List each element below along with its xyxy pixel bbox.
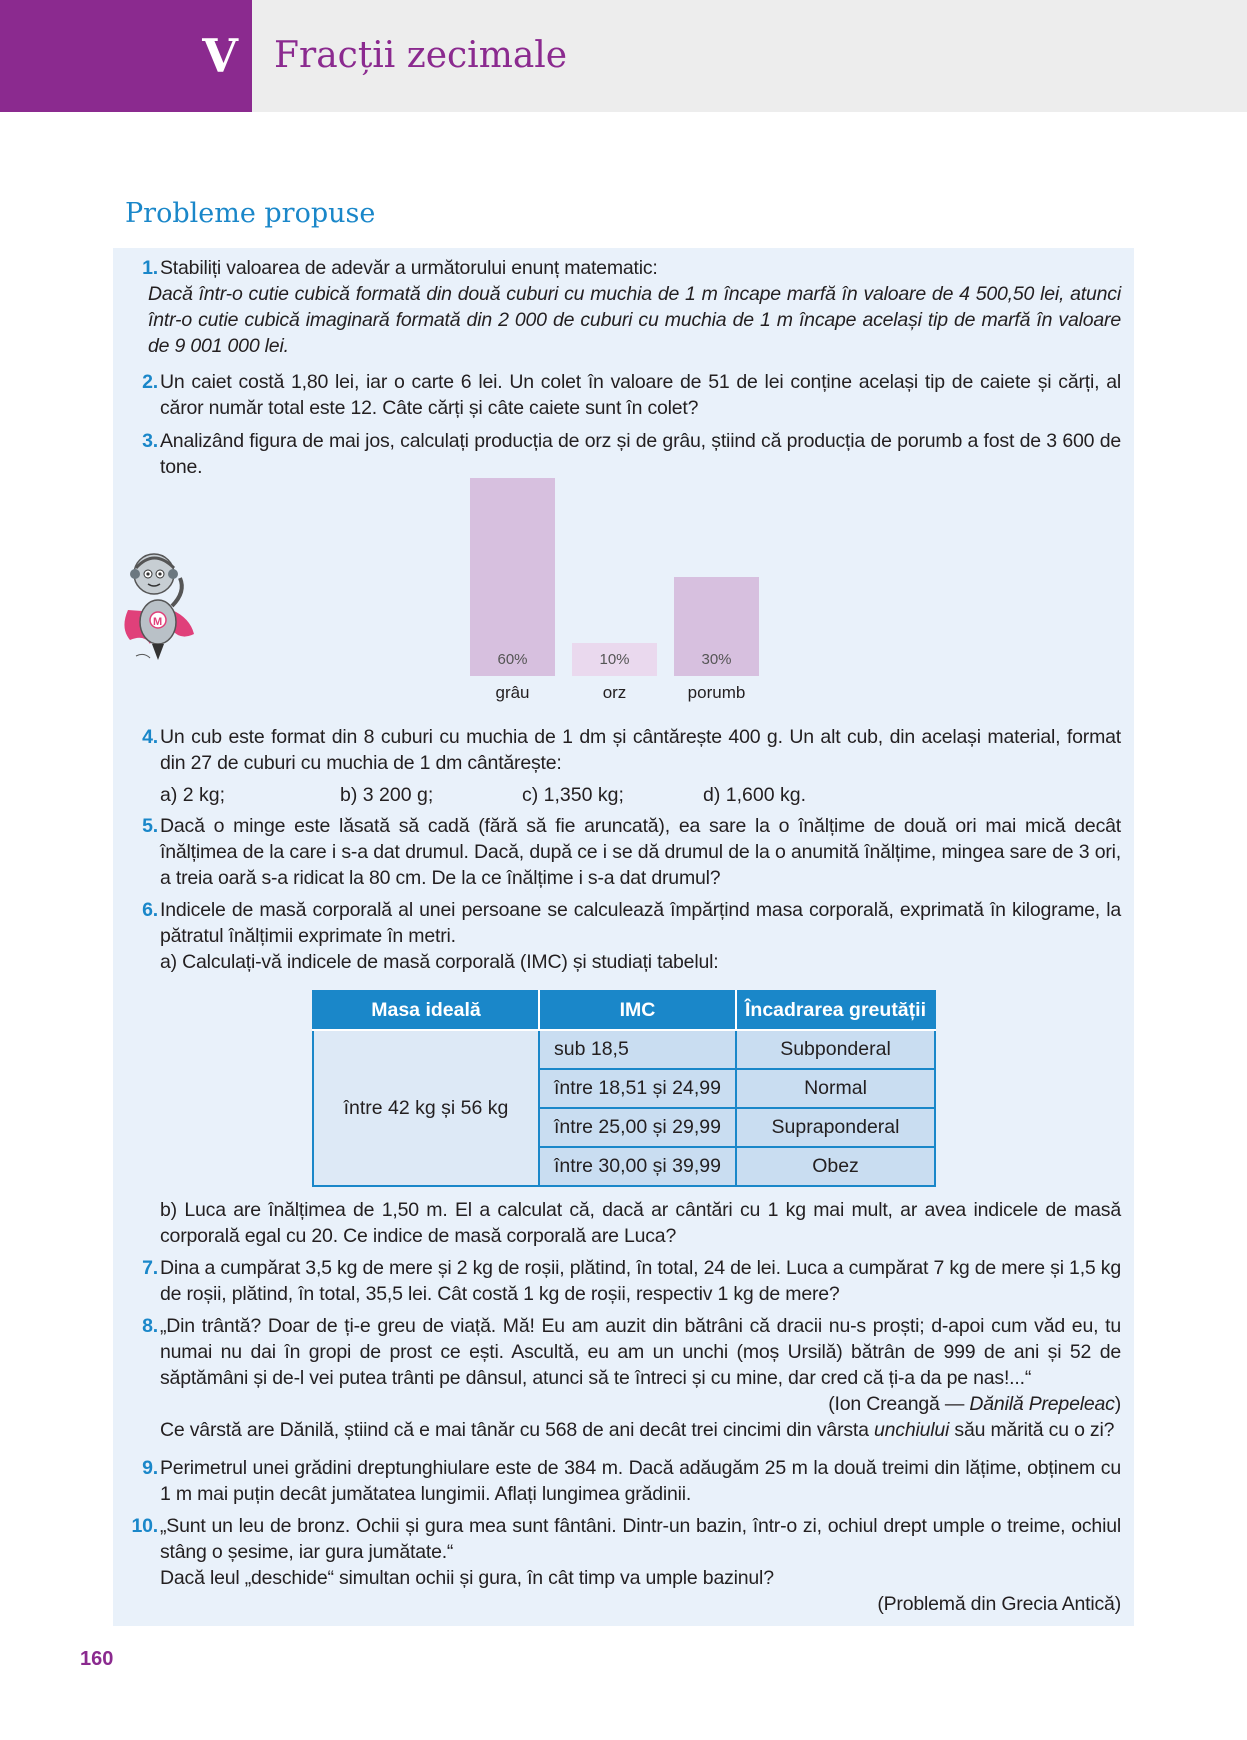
problem-number: 4. (142, 726, 158, 748)
chapter-header (0, 0, 1247, 112)
table-cell-category: Normal (736, 1069, 935, 1108)
problem-text: Indicele de masă corporală al unei persoane se calculează împărțind masa corporală, exprimată în kilograme, la pătratul înălțimii exprimate în metri. (160, 899, 1121, 947)
problem-quote: „Sunt un leu de bronz. Ochii și gura mea sunt fântâni. Dintr-un bazin, într-o zi, ochiul drept umple o treime, ochiul stâng o șesime, iar gura jumătate.“ (160, 1515, 1121, 1563)
problem-text: Un caiet costă 1,80 lei, iar o carte 6 lei. Un colet în valoare de 51 de lei conține același tip de caiete și cărți, al căror număr total este 12. Câte cărți și câte caiete sunt în colet? (160, 371, 1121, 419)
table-header-imc: IMC (539, 991, 736, 1030)
problem-text: Dina a cumpărat 3,5 kg de mere și 2 kg de roșii, plătind, în total, 24 de lei. Luca a cumpărat 7 kg de mere și 1,5 kg de roșii, plătind, în total, 35,5 lei. Cât costă 1 kg de roșii, respectiv 1 kg de mere? (160, 1257, 1121, 1305)
problem-quote: „Din trântă? Doar de ți-e greu de viață. Mă! Eu am auzit din bătrâni că dracii nu-s proști; d-apoi cum văd eu, tu numai nu dai în gropi de prost ce ești. Ascultă, eu am un unchi (moș Ursilă) bătrân de 999 de ani și 52 de săptămâni și de-l vei putea trânti pe dânsul, atunci să te întreci și cu mine, dar cred că ți-a da pe nas!...“ (160, 1315, 1121, 1389)
answer-option-d: d) 1,600 kg. (703, 784, 806, 806)
problem-text: Dacă o minge este lăsată să cadă (fără să fie aruncată), ea sare la o înălțime de două ori mai mică decât înălțimea de la care i s-a dat drumul. Dacă, după ce i se dă drumul de la o anumită înălțime, mingea sare de 3 ori, a treia oară s-a ridicat la 80 cm. De la ce înălțime i s-a dat drumul? (160, 815, 1121, 889)
imc-table (312, 990, 936, 1187)
problem-part-b: b) Luca are înălțimea de 1,50 m. El a calculat că, dacă ar cântări cu 1 kg mai mult, ar avea indicele de masă corporală egal cu 20. Ce indice de masă corporală are Luca? (160, 1199, 1121, 1247)
table-cell-category: Obez (736, 1147, 935, 1186)
table-cell-imc: între 25,00 și 29,99 (539, 1108, 736, 1147)
problem-text: Un cub este format din 8 cuburi cu muchia de 1 dm și cântărește 400 g. Un alt cub, din același material, format din 27 de cuburi cu muchia de 1 dm cântărește: (160, 726, 1121, 774)
bar-value-label: 30% (701, 651, 732, 668)
problem-2 (136, 369, 1121, 421)
table-cell-imc: sub 18,5 (539, 1030, 736, 1069)
problem-number: 2. (142, 371, 158, 393)
problem-5 (136, 813, 1121, 891)
svg-text:M: M (153, 616, 163, 628)
quote-source: (Problemă din Grecia Antică) (877, 1593, 1121, 1615)
problem-number: 10. (131, 1515, 158, 1537)
problem-3 (136, 428, 1121, 480)
bar-grâu (470, 478, 555, 676)
section-title: Probleme propuse (125, 198, 376, 229)
production-bar-chart (470, 478, 790, 708)
problem-number: 3. (142, 430, 158, 452)
problem-4 (136, 724, 1121, 776)
answer-option-b: b) 3 200 g; (340, 784, 434, 806)
problem-10 (131, 1513, 1121, 1617)
problem-part-a: a) Calculați-vă indicele de masă corporală (IMC) și studiați tabelul: (160, 951, 719, 973)
problem-number: 9. (142, 1457, 158, 1479)
quote-source: (Ion Creangă — Dănilă Prepeleac) (828, 1393, 1121, 1415)
bar-value-label: 60% (497, 651, 528, 668)
table-cell-imc: între 18,51 și 24,99 (539, 1069, 736, 1108)
problem-number: 7. (142, 1257, 158, 1279)
table-header-mass: Masa ideală (313, 991, 539, 1030)
table-row (313, 1030, 935, 1069)
table-cell-category: Subponderal (736, 1030, 935, 1069)
problem-question: Ce vârstă are Dănilă, știind că e mai tânăr cu 568 de ani decât trei cincimi din vârsta unchiului său mărită cu o zi? (160, 1419, 1115, 1441)
problem-number: 1. (142, 257, 158, 279)
table-header-category: Încadrarea greutății (736, 991, 935, 1030)
problem-8 (136, 1313, 1121, 1443)
problem-number: 5. (142, 815, 158, 837)
answer-option-a: a) 2 kg; (160, 784, 226, 806)
problem-text: Stabiliți valoarea de adevăr a următorului enunț matematic: (160, 257, 658, 279)
table-cell-category: Supraponderal (736, 1108, 935, 1147)
table-cell-mass: între 42 kg și 56 kg (313, 1030, 539, 1186)
problem-6-part-b (136, 1197, 1121, 1249)
page-number: 160 (80, 1648, 114, 1670)
category-label: porumb (687, 683, 746, 702)
problem-7 (136, 1255, 1121, 1307)
problem-statement: Dacă într-o cutie cubică formată din două cuburi cu muchia de 1 m încape marfă în valoare de 4 500,50 lei, atunci într-o cutie cubică imaginară formată din 2 000 de cuburi cu muchia de 1 m încape același tip de marfă în valoare de 9 001 000 lei. (148, 283, 1121, 357)
problem-number: 8. (142, 1315, 158, 1337)
problem-1 (136, 255, 1121, 359)
chapter-number: V (202, 29, 238, 83)
problem-9 (136, 1455, 1121, 1507)
table-cell-imc: între 30,00 și 39,99 (539, 1147, 736, 1186)
quote-source-work: Dănilă Prepeleac (969, 1393, 1115, 1415)
chapter-title: Fracții zecimale (274, 35, 568, 76)
problem-text: Perimetrul unei grădini dreptunghiulare este de 384 m. Dacă adăugăm 25 m la două treimi din lățime, obținem cu 1 m mai puțin decât jumătatea lungimii. Aflați lungimea grădinii. (160, 1457, 1121, 1505)
category-label: grâu (495, 683, 530, 702)
mascot-illustration (120, 548, 200, 666)
problem-6 (136, 897, 1121, 975)
problem-text: Analizând figura de mai jos, calculați producția de orz și de grâu, știind că producția de porumb a fost de 3 600 de tone. (160, 430, 1121, 478)
bar-value-label: 10% (599, 651, 630, 668)
category-label: orz (602, 683, 627, 702)
problem-question: Dacă leul „deschide“ simultan ochii și gura, în cât timp va umple bazinul? (160, 1567, 774, 1589)
answer-option-c: c) 1,350 kg; (522, 784, 624, 806)
problem-number: 6. (142, 899, 158, 921)
